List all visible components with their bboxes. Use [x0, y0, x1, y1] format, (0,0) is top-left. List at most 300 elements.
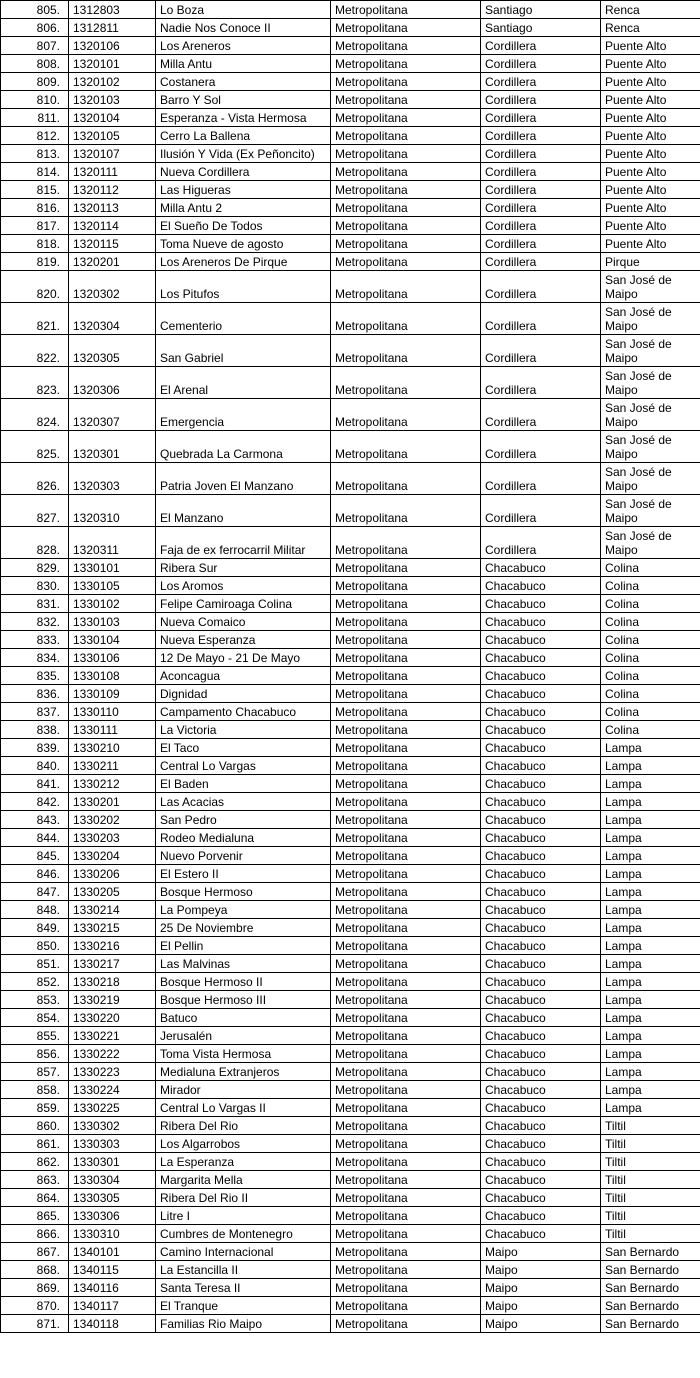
- name-cell: La Estancilla II: [156, 1261, 331, 1279]
- table-row: [1, 1, 700, 19]
- province-cell: Chacabuco: [481, 631, 601, 649]
- region-cell: Metropolitana: [331, 303, 481, 335]
- row-number-cell: 812.: [1, 127, 69, 145]
- name-cell: Margarita Mella: [156, 1171, 331, 1189]
- row-number-cell: 854.: [1, 1009, 69, 1027]
- table-row: [1, 1045, 700, 1063]
- code-cell: 1330302: [69, 1117, 156, 1135]
- region-cell: Metropolitana: [331, 1297, 481, 1315]
- code-cell: 1330305: [69, 1189, 156, 1207]
- row-number-cell: 844.: [1, 829, 69, 847]
- code-cell: 1320106: [69, 37, 156, 55]
- commune-cell: Lampa: [601, 955, 700, 973]
- province-cell: Cordillera: [481, 91, 601, 109]
- name-cell: Bosque Hermoso III: [156, 991, 331, 1009]
- code-cell: 1320303: [69, 463, 156, 495]
- region-cell: Metropolitana: [331, 527, 481, 559]
- name-cell: Felipe Camiroaga Colina: [156, 595, 331, 613]
- row-number-cell: 867.: [1, 1243, 69, 1261]
- commune-cell: San Bernardo: [601, 1261, 700, 1279]
- region-cell: Metropolitana: [331, 163, 481, 181]
- table-row: [1, 1171, 700, 1189]
- row-number-cell: 869.: [1, 1279, 69, 1297]
- name-cell: Camino Internacional: [156, 1243, 331, 1261]
- region-cell: Metropolitana: [331, 1225, 481, 1243]
- code-cell: 1330212: [69, 775, 156, 793]
- code-cell: 1320105: [69, 127, 156, 145]
- province-cell: Chacabuco: [481, 1027, 601, 1045]
- region-cell: Metropolitana: [331, 127, 481, 145]
- code-cell: 1330218: [69, 973, 156, 991]
- code-cell: 1330306: [69, 1207, 156, 1225]
- code-cell: 1330219: [69, 991, 156, 1009]
- region-cell: Metropolitana: [331, 883, 481, 901]
- region-cell: Metropolitana: [331, 1009, 481, 1027]
- name-cell: Batuco: [156, 1009, 331, 1027]
- code-cell: 1330109: [69, 685, 156, 703]
- row-number-cell: 868.: [1, 1261, 69, 1279]
- code-cell: 1340101: [69, 1243, 156, 1261]
- table-row: [1, 991, 700, 1009]
- name-cell: El Arenal: [156, 367, 331, 399]
- province-cell: Cordillera: [481, 303, 601, 335]
- code-cell: 1330103: [69, 613, 156, 631]
- province-cell: Chacabuco: [481, 649, 601, 667]
- commune-cell: San José de Maipo: [601, 399, 700, 431]
- name-cell: Las Acacias: [156, 793, 331, 811]
- commune-cell: Puente Alto: [601, 145, 700, 163]
- name-cell: Emergencia: [156, 399, 331, 431]
- code-cell: 1320301: [69, 431, 156, 463]
- name-cell: Rodeo Medialuna: [156, 829, 331, 847]
- province-cell: Santiago: [481, 1, 601, 19]
- table-row: [1, 901, 700, 919]
- region-cell: Metropolitana: [331, 145, 481, 163]
- commune-cell: Puente Alto: [601, 181, 700, 199]
- name-cell: Milla Antu 2: [156, 199, 331, 217]
- name-cell: Aconcagua: [156, 667, 331, 685]
- table-row: [1, 367, 700, 399]
- region-cell: Metropolitana: [331, 721, 481, 739]
- name-cell: Litre I: [156, 1207, 331, 1225]
- commune-cell: Puente Alto: [601, 37, 700, 55]
- commune-cell: Lampa: [601, 1081, 700, 1099]
- region-cell: Metropolitana: [331, 1045, 481, 1063]
- name-cell: Ribera Sur: [156, 559, 331, 577]
- code-cell: 1330202: [69, 811, 156, 829]
- row-number-cell: 829.: [1, 559, 69, 577]
- commune-cell: San José de Maipo: [601, 271, 700, 303]
- row-number-cell: 860.: [1, 1117, 69, 1135]
- region-cell: Metropolitana: [331, 217, 481, 235]
- table-row: [1, 463, 700, 495]
- region-cell: Metropolitana: [331, 1135, 481, 1153]
- region-cell: Metropolitana: [331, 109, 481, 127]
- commune-cell: Colina: [601, 721, 700, 739]
- table-row: [1, 335, 700, 367]
- code-cell: 1320111: [69, 163, 156, 181]
- region-cell: Metropolitana: [331, 1027, 481, 1045]
- code-cell: 1330223: [69, 1063, 156, 1081]
- name-cell: Ribera Del Rio II: [156, 1189, 331, 1207]
- table-row: [1, 73, 700, 91]
- region-cell: Metropolitana: [331, 739, 481, 757]
- row-number-cell: 816.: [1, 199, 69, 217]
- region-cell: Metropolitana: [331, 1, 481, 19]
- commune-cell: Colina: [601, 559, 700, 577]
- code-cell: 1330106: [69, 649, 156, 667]
- code-cell: 1330216: [69, 937, 156, 955]
- region-cell: Metropolitana: [331, 757, 481, 775]
- province-cell: Maipo: [481, 1261, 601, 1279]
- province-cell: Cordillera: [481, 37, 601, 55]
- code-cell: 1330211: [69, 757, 156, 775]
- region-cell: Metropolitana: [331, 1279, 481, 1297]
- name-cell: El Pellin: [156, 937, 331, 955]
- table-row: [1, 577, 700, 595]
- commune-cell: Colina: [601, 649, 700, 667]
- code-cell: 1330201: [69, 793, 156, 811]
- commune-cell: Lampa: [601, 919, 700, 937]
- province-cell: Cordillera: [481, 271, 601, 303]
- code-cell: 1320201: [69, 253, 156, 271]
- commune-cell: Renca: [601, 1, 700, 19]
- province-cell: Cordillera: [481, 235, 601, 253]
- name-cell: Las Higueras: [156, 181, 331, 199]
- row-number-cell: 815.: [1, 181, 69, 199]
- name-cell: Barro Y Sol: [156, 91, 331, 109]
- table-row: [1, 883, 700, 901]
- commune-cell: San José de Maipo: [601, 495, 700, 527]
- commune-cell: Lampa: [601, 865, 700, 883]
- name-cell: Nueva Comaico: [156, 613, 331, 631]
- code-cell: 1330225: [69, 1099, 156, 1117]
- name-cell: Familias Rio Maipo: [156, 1315, 331, 1333]
- row-number-cell: 813.: [1, 145, 69, 163]
- code-cell: 1340115: [69, 1261, 156, 1279]
- code-cell: 1320306: [69, 367, 156, 399]
- name-cell: Bosque Hermoso: [156, 883, 331, 901]
- row-number-cell: 823.: [1, 367, 69, 399]
- code-cell: 1330304: [69, 1171, 156, 1189]
- commune-cell: Pirque: [601, 253, 700, 271]
- province-cell: Chacabuco: [481, 1009, 601, 1027]
- province-cell: Chacabuco: [481, 577, 601, 595]
- table-row: [1, 919, 700, 937]
- province-cell: Cordillera: [481, 527, 601, 559]
- row-number-cell: 849.: [1, 919, 69, 937]
- row-number-cell: 855.: [1, 1027, 69, 1045]
- commune-cell: Puente Alto: [601, 163, 700, 181]
- commune-cell: Lampa: [601, 1063, 700, 1081]
- code-cell: 1320101: [69, 55, 156, 73]
- region-cell: Metropolitana: [331, 685, 481, 703]
- name-cell: Cerro La Ballena: [156, 127, 331, 145]
- row-number-cell: 810.: [1, 91, 69, 109]
- name-cell: El Tranque: [156, 1297, 331, 1315]
- table-row: [1, 1315, 700, 1333]
- table-row: [1, 1279, 700, 1297]
- commune-cell: Puente Alto: [601, 235, 700, 253]
- row-number-cell: 824.: [1, 399, 69, 431]
- province-cell: Chacabuco: [481, 811, 601, 829]
- commune-cell: Lampa: [601, 991, 700, 1009]
- commune-cell: Lampa: [601, 775, 700, 793]
- province-cell: Chacabuco: [481, 937, 601, 955]
- region-cell: Metropolitana: [331, 1063, 481, 1081]
- table-row: [1, 721, 700, 739]
- table-row: [1, 235, 700, 253]
- table-row: [1, 1297, 700, 1315]
- row-number-cell: 828.: [1, 527, 69, 559]
- table-row: [1, 1135, 700, 1153]
- region-cell: Metropolitana: [331, 1153, 481, 1171]
- province-cell: Cordillera: [481, 163, 601, 181]
- row-number-cell: 863.: [1, 1171, 69, 1189]
- commune-cell: Colina: [601, 577, 700, 595]
- region-cell: Metropolitana: [331, 271, 481, 303]
- table-row: [1, 829, 700, 847]
- code-cell: 1340118: [69, 1315, 156, 1333]
- code-cell: 1330221: [69, 1027, 156, 1045]
- province-cell: Cordillera: [481, 217, 601, 235]
- province-cell: Cordillera: [481, 55, 601, 73]
- province-cell: Chacabuco: [481, 595, 601, 613]
- region-cell: Metropolitana: [331, 1117, 481, 1135]
- province-cell: Maipo: [481, 1279, 601, 1297]
- province-cell: Chacabuco: [481, 559, 601, 577]
- code-cell: 1330110: [69, 703, 156, 721]
- province-cell: Cordillera: [481, 127, 601, 145]
- province-cell: Chacabuco: [481, 955, 601, 973]
- row-number-cell: 865.: [1, 1207, 69, 1225]
- row-number-cell: 827.: [1, 495, 69, 527]
- name-cell: Mirador: [156, 1081, 331, 1099]
- commune-cell: Lampa: [601, 973, 700, 991]
- table-row: [1, 303, 700, 335]
- code-cell: 1330104: [69, 631, 156, 649]
- province-cell: Maipo: [481, 1243, 601, 1261]
- region-cell: Metropolitana: [331, 631, 481, 649]
- region-cell: Metropolitana: [331, 1189, 481, 1207]
- region-cell: Metropolitana: [331, 829, 481, 847]
- commune-cell: Colina: [601, 631, 700, 649]
- province-cell: Chacabuco: [481, 1135, 601, 1153]
- commune-cell: Lampa: [601, 937, 700, 955]
- province-cell: Cordillera: [481, 495, 601, 527]
- commune-cell: San José de Maipo: [601, 335, 700, 367]
- name-cell: Los Algarrobos: [156, 1135, 331, 1153]
- code-cell: 1320107: [69, 145, 156, 163]
- commune-cell: Puente Alto: [601, 109, 700, 127]
- table-row: [1, 163, 700, 181]
- table-row: [1, 955, 700, 973]
- code-cell: 1320305: [69, 335, 156, 367]
- commune-cell: Puente Alto: [601, 127, 700, 145]
- table-row: [1, 1063, 700, 1081]
- table-row: [1, 937, 700, 955]
- table-row: [1, 847, 700, 865]
- code-cell: 1330111: [69, 721, 156, 739]
- code-cell: 1340116: [69, 1279, 156, 1297]
- commune-cell: Lampa: [601, 829, 700, 847]
- province-cell: Cordillera: [481, 399, 601, 431]
- name-cell: San Pedro: [156, 811, 331, 829]
- table-row: [1, 667, 700, 685]
- region-cell: Metropolitana: [331, 37, 481, 55]
- code-cell: 1330101: [69, 559, 156, 577]
- region-cell: Metropolitana: [331, 335, 481, 367]
- region-cell: Metropolitana: [331, 793, 481, 811]
- row-number-cell: 805.: [1, 1, 69, 19]
- commune-cell: Tiltil: [601, 1135, 700, 1153]
- table-row: [1, 109, 700, 127]
- table-row: [1, 685, 700, 703]
- code-cell: 1320113: [69, 199, 156, 217]
- region-cell: Metropolitana: [331, 991, 481, 1009]
- region-cell: Metropolitana: [331, 1171, 481, 1189]
- commune-cell: Puente Alto: [601, 55, 700, 73]
- name-cell: Jerusalén: [156, 1027, 331, 1045]
- province-cell: Cordillera: [481, 199, 601, 217]
- commune-cell: Lampa: [601, 883, 700, 901]
- name-cell: Cumbres de Montenegro: [156, 1225, 331, 1243]
- province-cell: Chacabuco: [481, 1117, 601, 1135]
- commune-cell: San Bernardo: [601, 1315, 700, 1333]
- row-number-cell: 852.: [1, 973, 69, 991]
- province-cell: Cordillera: [481, 73, 601, 91]
- province-cell: Cordillera: [481, 335, 601, 367]
- province-cell: Cordillera: [481, 431, 601, 463]
- code-cell: 1330303: [69, 1135, 156, 1153]
- table-row: [1, 37, 700, 55]
- province-cell: Chacabuco: [481, 793, 601, 811]
- name-cell: Toma Nueve de agosto: [156, 235, 331, 253]
- table-row: [1, 527, 700, 559]
- region-cell: Metropolitana: [331, 73, 481, 91]
- commune-cell: Tiltil: [601, 1153, 700, 1171]
- code-cell: 1320102: [69, 73, 156, 91]
- commune-cell: Puente Alto: [601, 217, 700, 235]
- region-cell: Metropolitana: [331, 1099, 481, 1117]
- code-cell: 1330108: [69, 667, 156, 685]
- table-row: [1, 1117, 700, 1135]
- row-number-cell: 845.: [1, 847, 69, 865]
- name-cell: Faja de ex ferrocarril Militar: [156, 527, 331, 559]
- region-cell: Metropolitana: [331, 613, 481, 631]
- province-cell: Maipo: [481, 1315, 601, 1333]
- code-cell: 1330204: [69, 847, 156, 865]
- name-cell: Central Lo Vargas II: [156, 1099, 331, 1117]
- row-number-cell: 836.: [1, 685, 69, 703]
- table-row: [1, 181, 700, 199]
- province-cell: Santiago: [481, 19, 601, 37]
- commune-cell: Colina: [601, 595, 700, 613]
- row-number-cell: 853.: [1, 991, 69, 1009]
- name-cell: Central Lo Vargas: [156, 757, 331, 775]
- province-cell: Chacabuco: [481, 1063, 601, 1081]
- row-number-cell: 814.: [1, 163, 69, 181]
- table-row: [1, 495, 700, 527]
- region-cell: Metropolitana: [331, 1081, 481, 1099]
- table-row: [1, 399, 700, 431]
- region-cell: Metropolitana: [331, 1261, 481, 1279]
- row-number-cell: 862.: [1, 1153, 69, 1171]
- name-cell: La Esperanza: [156, 1153, 331, 1171]
- row-number-cell: 821.: [1, 303, 69, 335]
- row-number-cell: 832.: [1, 613, 69, 631]
- table-row: [1, 1189, 700, 1207]
- province-cell: Chacabuco: [481, 613, 601, 631]
- commune-cell: Lampa: [601, 1027, 700, 1045]
- name-cell: Dignidad: [156, 685, 331, 703]
- province-cell: Cordillera: [481, 367, 601, 399]
- region-cell: Metropolitana: [331, 649, 481, 667]
- table-row: [1, 431, 700, 463]
- row-number-cell: 806.: [1, 19, 69, 37]
- code-cell: 1330205: [69, 883, 156, 901]
- row-number-cell: 819.: [1, 253, 69, 271]
- code-cell: 1330310: [69, 1225, 156, 1243]
- table-row: [1, 1243, 700, 1261]
- table-row: [1, 865, 700, 883]
- region-cell: Metropolitana: [331, 199, 481, 217]
- table-row: [1, 1207, 700, 1225]
- code-cell: 1330102: [69, 595, 156, 613]
- commune-cell: San Bernardo: [601, 1243, 700, 1261]
- table-row: [1, 793, 700, 811]
- region-cell: Metropolitana: [331, 703, 481, 721]
- name-cell: Nuevo Porvenir: [156, 847, 331, 865]
- table-row: [1, 973, 700, 991]
- commune-cell: Lampa: [601, 1009, 700, 1027]
- province-cell: Chacabuco: [481, 901, 601, 919]
- commune-cell: Puente Alto: [601, 73, 700, 91]
- row-number-cell: 833.: [1, 631, 69, 649]
- commune-cell: Tiltil: [601, 1225, 700, 1243]
- commune-cell: Puente Alto: [601, 199, 700, 217]
- region-cell: Metropolitana: [331, 595, 481, 613]
- province-cell: Chacabuco: [481, 685, 601, 703]
- commune-cell: Renca: [601, 19, 700, 37]
- commune-cell: Puente Alto: [601, 91, 700, 109]
- region-cell: Metropolitana: [331, 431, 481, 463]
- code-cell: 1320112: [69, 181, 156, 199]
- region-cell: Metropolitana: [331, 463, 481, 495]
- name-cell: Las Malvinas: [156, 955, 331, 973]
- table-row: [1, 757, 700, 775]
- table-row: [1, 703, 700, 721]
- region-cell: Metropolitana: [331, 775, 481, 793]
- code-cell: 1330105: [69, 577, 156, 595]
- commune-cell: San José de Maipo: [601, 303, 700, 335]
- row-number-cell: 830.: [1, 577, 69, 595]
- table-row: [1, 145, 700, 163]
- row-number-cell: 841.: [1, 775, 69, 793]
- row-number-cell: 831.: [1, 595, 69, 613]
- region-cell: Metropolitana: [331, 811, 481, 829]
- province-cell: Cordillera: [481, 181, 601, 199]
- row-number-cell: 851.: [1, 955, 69, 973]
- province-cell: Chacabuco: [481, 919, 601, 937]
- commune-cell: Tiltil: [601, 1189, 700, 1207]
- region-cell: Metropolitana: [331, 19, 481, 37]
- table-row: [1, 1261, 700, 1279]
- row-number-cell: 842.: [1, 793, 69, 811]
- province-cell: Chacabuco: [481, 1099, 601, 1117]
- name-cell: El Sueño De Todos: [156, 217, 331, 235]
- name-cell: Los Areneros De Pirque: [156, 253, 331, 271]
